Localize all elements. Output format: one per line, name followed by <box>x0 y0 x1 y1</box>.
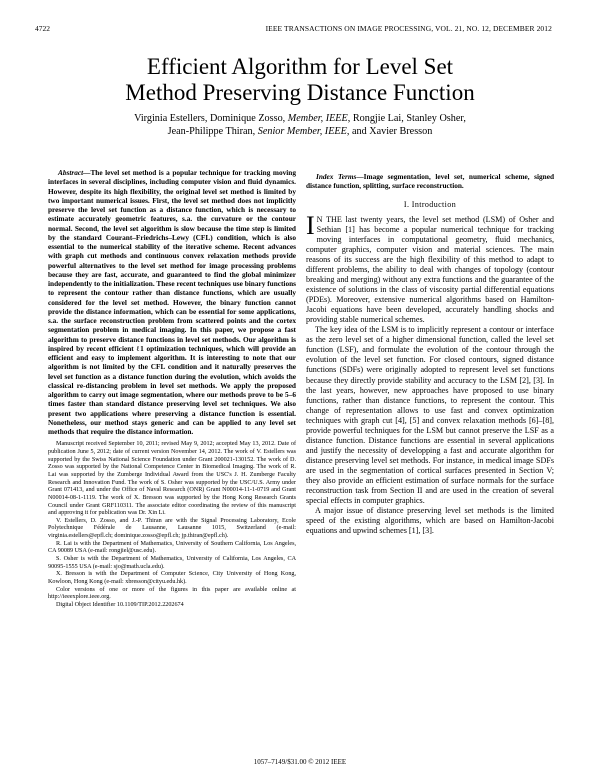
right-column <box>306 168 554 536</box>
footnote: V. Estellers, D. Zosso, and J.-P. Thiran are with the Signal Processing Laboratory, Ecole Polytechnique Fédérale de Lausanne, Lausanne 1015, Switzerland (e-mail: virginia.estellers@epfl.ch; dominique.zosso@epfl.ch; jp.thiran@epfl.ch). <box>48 517 296 540</box>
index-terms-lead: Index Terms— <box>316 172 364 181</box>
authors-line-2 <box>0 125 600 138</box>
intro-paragraph-1 <box>306 210 554 326</box>
index-terms-text: Image segmentation, level set, numerical scheme, signed distance function, splitting, surface reconstruction. <box>306 172 554 191</box>
title-line-2: Method Preserving Distance Function <box>125 80 475 105</box>
index-terms <box>306 172 554 191</box>
footnote: Manuscript received September 10, 2011; revised May 9, 2012; accepted May 13, 2012. Date of publication June 5, 2012; date of current version November 14, 2012. The work of V. Estellers was supported by the Swiss National Science Foundation under Grant 200021-130152. The work of D. Zosso was supported by the National Competence Center in Biomedical Imaging. The work of R. Lai was supported by the Zumberge Individual Award from the USC's J. H. Zumberge Faculty Research and Innovation Fund. The work of S. Osher was supported by the USC/U.S. Army under Grant 071413, and under the Office of Naval Research (ONR) Grant N00014-11-1-0719 and Grant N00014-08-1-1119. The work of X. Bresson was supported by the Hong Kong Research Grants Council under Grant GRF110311. The associate editor coordinating the review of this manuscript and approving it for publication was Dr. Xin Li. <box>48 441 296 517</box>
abstract <box>48 168 296 436</box>
copyright-line: 1057–7149/$31.00 © 2012 IEEE <box>253 758 347 766</box>
paragraph-text: N THE last twenty years, the level set method (LSM) of Osher and Sethian [1] has become a popular numerical technique for tracking moving interfaces in computational geometry, fluid mechanics, computer graphics, computer vision and material sciences. The main reasons of its success are the high flexibility of this method to adapt to different problems, the ability to deal with changes of topology (contour breaking and merging) without any extra functions and the guarantee of the existence of solutions in the class of viscosity partial differential equations (PDEs). Moreover, extensive numerical algorithms based on Hamilton-Jacobi equations have been developed, accurately handling shocks and providing stable numerical schemes. <box>306 214 554 325</box>
left-column <box>48 168 296 610</box>
author-list <box>0 112 600 138</box>
journal-header: IEEE TRANSACTIONS ON IMAGE PROCESSING, VOL. 21, NO. 12, DECEMBER 2012 <box>265 24 552 33</box>
membership: Member, IEEE <box>287 113 348 124</box>
abstract-lead: Abstract— <box>58 168 91 177</box>
footnote: X. Bresson is with the Department of Computer Science, City University of Hong Kong, Kowloon, Hong Kong (e-mail: xbresson@cityu.edu.hk). <box>48 571 296 586</box>
drop-cap: I <box>306 210 315 240</box>
authors-text: , and Xavier Bresson <box>346 126 433 137</box>
authors-line-1 <box>0 112 600 125</box>
footnote: S. Osher is with the Department of Mathematics, University of California, Los Angeles, CA 90095-1555 USA (e-mail: sjo@math.ucla.edu). <box>48 556 296 570</box>
intro-paragraph-2: The key idea of the LSM is to implicitly represent a contour or interface as the zero level set of a higher dimensional function, called the level set function (LSF), and formulate the evolution of the contour through the evolution of the level set function. For closed contours, signed distance functions (SDFs) were originally adopted to represent level set functions because they directly provide stability and accuracy to the LSM [2], [3]. In the last years, however, new approaches have proposed to use binary functions, rather than distance functions, to represent the contour. This change of representation allows to use fast and convex optimization techniques with graph cut [4], [5] and convex relaxation methods [6]–[8], provide powerful techniques for the LSM but cannot preserve the LSF as a distance function. Distance functions are essential in several applications and justify the necessity of developping a fast and accurate algorithm for distance preserving level set methods. For instance, in medical image SDFs are used in the segmentation of cortical surfaces presented in Section V; they also provide an efficient estimation of surface normals for the surface reconstruction task from Section II and are used in the creation of several special effects in computer graphics. <box>306 325 554 506</box>
authors-text: Jean-Philippe Thiran, <box>167 126 258 137</box>
paper-title <box>0 54 600 106</box>
authors-text: , Rongjie Lai, Stanley Osher, <box>347 113 466 124</box>
footnote: Color versions of one or more of the figures in this paper are available online at http://ieeexplore.ieee.org. <box>48 586 296 601</box>
abstract-text: The level set method is a popular technique for tracking moving interfaces in several disciplines, including computer vision and fluid dynamics. However, despite its high flexibility, the original level set method is limited by two important numerical issues. First, the level set method does not implicitly preserve the level set function as a distance function, which is necessary to estimate accurately geometric features, s.a. the curvature or the contour normal. Second, the level set algorithm is slow because the time step is limited by the standard Courant–Friedrichs–Lewy (CFL) condition, which is also essential to the numerical stability of the iterative scheme. Recent advances with graph cut methods and continuous convex relaxation methods provide powerful alternatives to the level set method for image processing problems because they are fast, accurate, and guaranteed to find the global minimizer independently to the initialization. These recent techniques use binary functions to represent the contour rather than distance functions, which are usually considered for the level set method. However, the binary function cannot provide the distance information, which can be essential for some applications, s.a. the surface reconstruction problem from scattered points and the cortex segmentation problem in medical imaging. In this paper, we propose a fast algorithm to preserve distance functions in level set methods. Our algorithm is inspired by recent efficient ℓ1 optimization techniques, which will provide an efficient and easy to implement algorithm. It is interesting to note that our algorithm is not limited by the CFL condition and it naturally preserves the level set function as a distance function during the evolution, which avoids the classical re-distancing problem in level set methods. We apply the proposed algorithm to carry out image segmentation, where our methods prove to be 5–6 times faster than standard distance preserving level set techniques. We also present two applications where preserving a distance function is essential. Nonetheless, our method stays generic and can be applied to any level set methods that require the distance information. <box>48 168 296 436</box>
authors-text: Virginia Estellers, Dominique Zosso, <box>134 113 288 124</box>
section-heading: I. Introduction <box>403 199 457 209</box>
footnote: Digital Object Identifier 10.1109/TIP.2012.2202674 <box>56 602 184 609</box>
page-number: 4722 <box>35 24 50 33</box>
membership: Senior Member, IEEE <box>257 126 347 137</box>
footnote: R. Lai is with the Department of Mathematics, University of Southern California, Los Angeles, CA 90089 USA (e-mail: rongjiel@usc.edu). <box>48 540 296 555</box>
title-line-1: Efficient Algorithm for Level Set <box>146 54 454 79</box>
footnotes <box>48 441 296 609</box>
intro-paragraph-3: A major issue of distance preserving level set methods is the limited speed of the existing algorithms, which are based on Hamilton-Jacobi equations and upwind schemes [1], [3]. <box>306 506 554 536</box>
